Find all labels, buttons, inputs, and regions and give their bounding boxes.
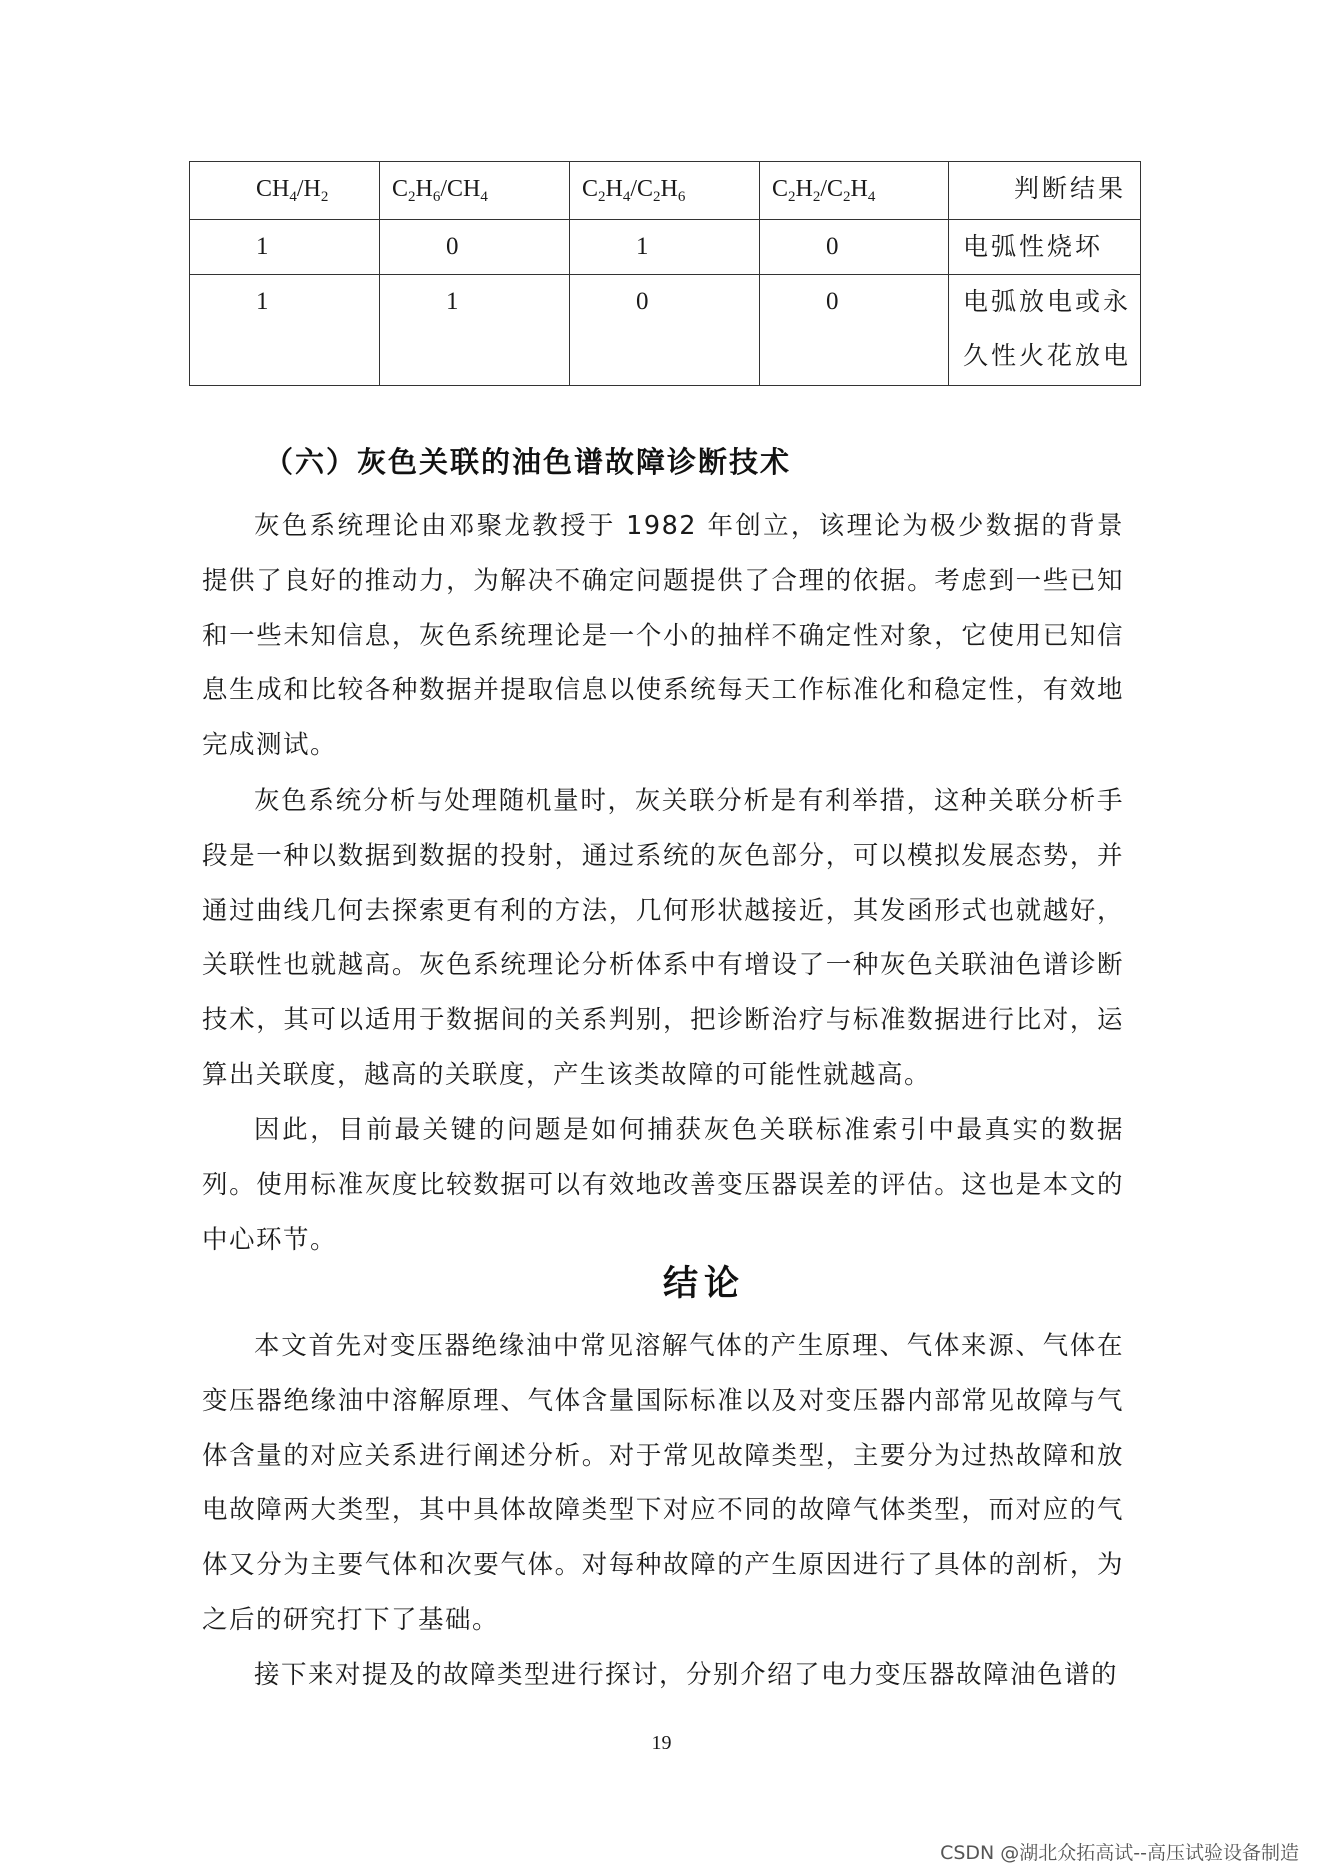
header-result: 判断结果 — [949, 162, 1141, 220]
header-c2h6-ch4: $C_2H_6/CH_4$ — [380, 162, 570, 220]
conclusion-heading: 结论 — [663, 1264, 746, 1304]
table-row — [190, 220, 1141, 275]
paragraph: 灰色系统分析与处理随机量时，灰关联分析是有利举措，这种关联分析手段是一种以数据到数据的投射，通过系统的灰色部分，可以模拟发展态势，并通过曲线几何去探索更有利的方法，几何形状越接近，其发函形式也就越好，关联性也就越高。灰色系统理论分析体系中有增设了一种灰色关联油色谱诊断技术，其可以适用于数据间的关系判别，把诊断治疗与标准数据进行比对，运算出关联度，越高的关联度，产生该类故障的可能性就越高。 — [202, 786, 1124, 1090]
table-cell: 0 — [760, 220, 949, 275]
header-c2h4-c2h6: $C_2H_4/C_2H_6$ — [570, 162, 760, 220]
table-cell-result: 电弧性烧坏 — [949, 220, 1141, 275]
table-cell: 0 — [380, 220, 570, 275]
page-number: 19 — [651, 1732, 672, 1754]
section-heading: （六）灰色关联的油色谱故障诊断技术 — [264, 445, 792, 479]
paragraph: 接下来对提及的故障类型进行探讨，分别介绍了电力变压器故障油色谱的 — [254, 1660, 1119, 1690]
table-cell: 1 — [380, 275, 570, 386]
watermark: CSDN @湖北众拓高试--高压试验设备制造 — [940, 1842, 1299, 1864]
header-c2h2-c2h4: $C_2H_2/C_2H_4$ — [760, 162, 949, 220]
paragraph: 因此，目前最关键的问题是如何捕获灰色关联标准索引中最真实的数据列。使用标准灰度比较数据可以有效地改善变压器误差的评估。这也是本文的中心环节。 — [202, 1115, 1124, 1255]
table-cell: 0 — [570, 275, 760, 386]
table-cell-result: 电弧放电或永 久性火花放电 — [949, 275, 1141, 386]
table-cell: 1 — [570, 220, 760, 275]
gas-ratio-table — [189, 161, 1141, 386]
paragraph: 本文首先对变压器绝缘油中常见溶解气体的产生原理、气体来源、气体在变压器绝缘油中溶解原理、气体含量国际标准以及对变压器内部常见故障与气体含量的对应关系进行阐述分析。对于常见故障类型，主要分为过热故障和放电故障两大类型，其中具体故障类型下对应不同的故障气体类型，而对应的气体又分为主要气体和次要气体。对每种故障的产生原因进行了具体的剖析，为之后的研究打下了基础。 — [202, 1331, 1124, 1635]
table-cell: 0 — [760, 275, 949, 386]
header-ch4-h2: $CH_4/H_2$ — [190, 162, 380, 220]
table-cell: 1 — [190, 220, 380, 275]
table-header-row — [190, 162, 1141, 220]
table-row — [190, 275, 1141, 386]
paragraph: 灰色系统理论由邓聚龙教授于 1982 年创立，该理论为极少数据的背景提供了良好的推动力，为解决不确定问题提供了合理的依据。考虑到一些已知和一些未知信息，灰色系统理论是一个小的抽样不确定性对象，它使用已知信息生成和比较各种数据并提取信息以使系统每天工作标准化和稳定性，有效地完成测试。 — [202, 511, 1124, 761]
table-cell: 1 — [190, 275, 380, 386]
